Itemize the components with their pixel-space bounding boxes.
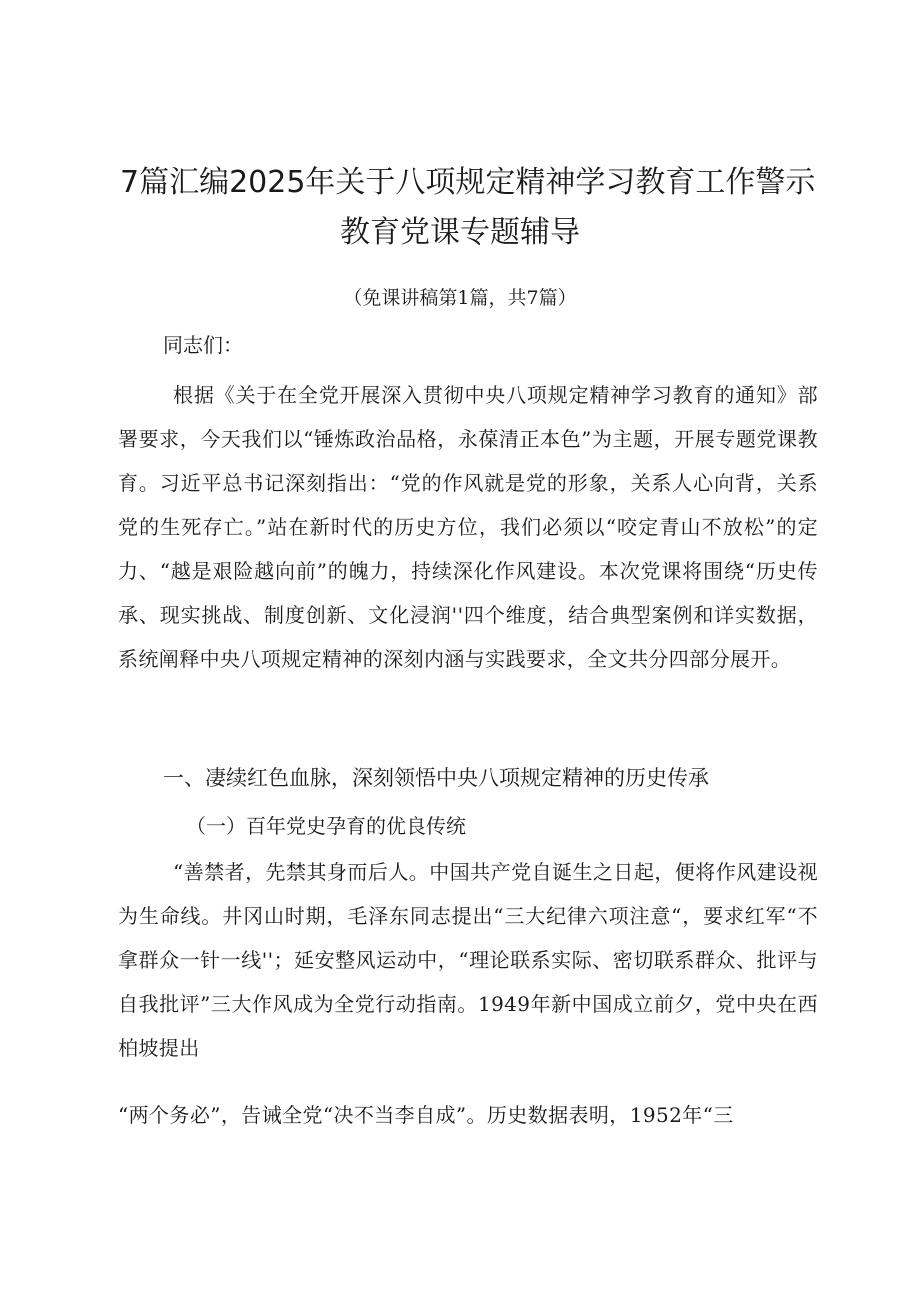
document-title-line-1: 7篇汇编2025年关于八项规定精神学习教育工作警示 (120, 165, 816, 200)
subsection-heading-1: （一）百年党史孕育的优良传统 (186, 814, 466, 838)
salutation: 同志们： (163, 333, 243, 357)
body-paragraph-2: “两个务必”，告诫全党“决不当李自成”。历史数据表明，1952年“三 (118, 1103, 734, 1127)
section-heading-1: 一、凄续红色血脉，深刻领悟中央八项规定精神的历史传承 (163, 766, 709, 790)
document-subtitle: （免课讲稿第1篇，共7篇） (343, 287, 577, 309)
intro-paragraph: 根据《关于在全党开展深入贯彻中央八项规定精神学习教育的通知》部署要求，今天我们以“锤炼政治品格，永葆清正本色”为主题，开展专题党课教育。习近平总书记深刻指出：“党的作风就是党的形象，关系人心向背，关系党的生死存亡。”站在新时代的历史方位，我们必须以“咬定青山不放松”的定力、“越是艰险越向前”的魄力，持续深化作风建设。本次党课将围绕“历史传承、现实挑战、制度创新、文化浸润''四个维度，结合典型案例和详实数据，系统阐释中央八项规定精神的深刻内涵与实践要求，全文共分四部分展开。 (118, 383, 818, 671)
body-paragraph-1: “善禁者，先禁其身而后人。中国共产党自诞生之日起，便将作风建设视为生命线。井冈山时期，毛泽东同志提出“三大纪律六项注意“，要求红军“不拿群众一针一线''；延安整风运动中，“理论联系实际、密切联系群众、批评与自我批评”三大作风成为全党行动指南。1949年新中国成立前夕，党中央在西柏坡提出 (118, 860, 818, 1060)
document-title-line-2: 教育党课专题辅导 (340, 215, 580, 250)
